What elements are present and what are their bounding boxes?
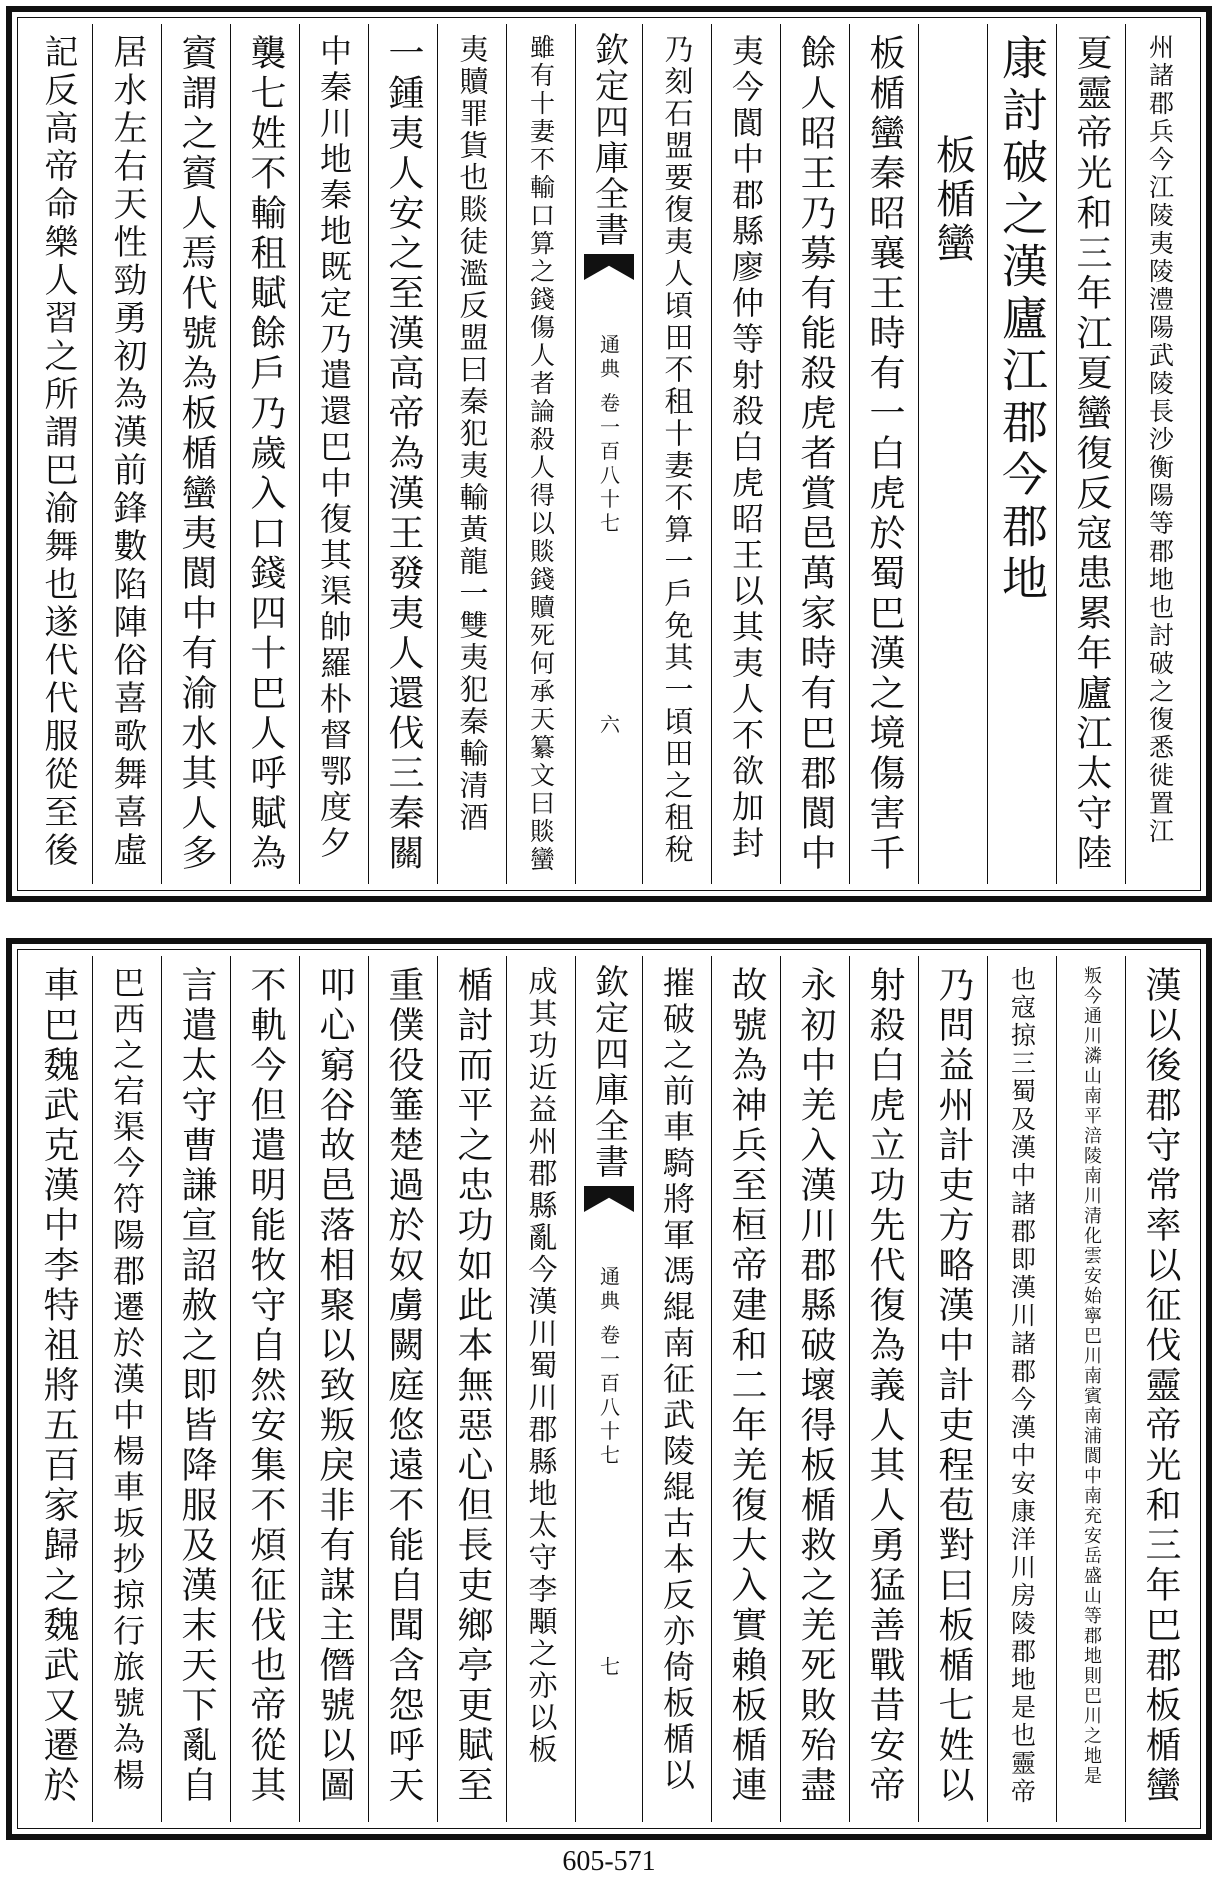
column-text: 板楯蠻秦昭襄王時有一白虎於蜀巴漢之境傷害千 — [864, 34, 905, 874]
leaf-number: 六 — [596, 714, 621, 734]
text-column — [507, 956, 576, 1822]
column-text: 成其功近益州郡縣亂今漢川蜀川郡縣地太守李顒之亦以板 — [524, 966, 559, 1766]
text-column — [162, 956, 231, 1822]
column-text: 摧破之前車騎將軍馮緄南征武陵緄古本反亦倚板楯以 — [658, 966, 696, 1794]
fishtail-ornament-top — [584, 1186, 634, 1212]
text-column — [643, 24, 712, 884]
text-column — [1057, 956, 1126, 1822]
bottom-page-panel — [6, 938, 1212, 1840]
column-text: 故號為神兵至桓帝建和二年羌復大入實賴板楯連 — [726, 966, 767, 1806]
column-text: 言遣太守曹謙宣詔赦之即皆降服及漢末天下亂自 — [176, 966, 217, 1806]
column-text: 叩心窮谷故邑落相聚以致叛戾非有謀主僭號以圖 — [314, 966, 355, 1806]
bottom-page-columns — [24, 956, 1194, 1822]
center-margin-column — [576, 24, 643, 884]
column-text: 乃問益州計吏方略漢中計吏程苞對曰板楯七姓以 — [933, 966, 974, 1806]
column-text: 餘人昭王乃募有能殺虎者賞邑萬家時有巴郡閬中 — [795, 34, 836, 874]
section-heading-column — [919, 24, 988, 884]
text-column — [1126, 956, 1194, 1822]
text-column — [850, 956, 919, 1822]
top-page-panel — [6, 6, 1212, 902]
text-column — [781, 956, 850, 1822]
fishtail-ornament-top — [584, 254, 634, 280]
column-text: 夷贖罪貨也賧徒濫反盟曰秦犯夷輸黃龍一雙夷犯秦輸清酒 — [455, 34, 490, 834]
column-text: 夏靈帝光和三年江夏蠻復反寇患累年廬江太守陸 — [1071, 34, 1112, 874]
column-text: 中秦川地秦地既定乃遣還巴中復其渠帥羅朴督鄂度夕 — [315, 34, 353, 862]
text-column — [988, 956, 1057, 1822]
text-column — [369, 24, 438, 884]
text-column — [300, 956, 369, 1822]
column-text: 夷今閬中郡縣廖仲等射殺白虎昭王以其夷人不欲加封 — [727, 34, 765, 862]
text-column — [438, 956, 507, 1822]
text-column — [712, 956, 781, 1822]
text-column — [162, 24, 231, 884]
text-column — [93, 24, 162, 884]
column-text: 巴西之宕渠今符陽郡遷於漢中楊車坂抄掠行旅號為楊 — [108, 966, 146, 1794]
text-column — [781, 24, 850, 884]
book-title: 欽定四庫全書 — [588, 32, 629, 248]
text-column — [231, 24, 300, 884]
column-text: 賨謂之賨人焉代號為板楯蠻夷閬中有渝水其人多 — [176, 34, 217, 874]
column-text: 記反高帝命樂人習之所謂巴渝舞也遂代代服從至後 — [38, 34, 78, 870]
text-column — [300, 24, 369, 884]
text-column — [850, 24, 919, 884]
column-text: 一鍾夷人安之至漢高帝為漢王發夷人還伐三秦關 — [383, 34, 424, 874]
column-text: 乃刻石盟要復夷人頃田不租十妻不算一戶免其一頃田之租稅 — [660, 34, 695, 866]
text-column — [24, 956, 93, 1822]
column-text: 楯討而平之忠功如此本無惡心但長吏鄉亭更賦至 — [452, 966, 493, 1806]
text-column — [93, 956, 162, 1822]
column-text: 重僕役箠楚過於奴虜闕庭悠遠不能自聞含怨呼天 — [383, 966, 424, 1806]
text-column — [988, 24, 1057, 884]
text-column — [507, 24, 576, 884]
text-column — [438, 24, 507, 884]
column-text: 永初中羌入漢川郡縣破壞得板楯救之羌死敗殆盡 — [795, 966, 836, 1806]
text-column — [1057, 24, 1126, 884]
volume-info: 通典 卷一百八十七 — [596, 334, 621, 537]
column-text: 居水左右天性勁勇初為漢前鋒數陷陣俗喜歌舞喜虛 — [107, 34, 147, 870]
text-column — [643, 956, 712, 1822]
top-page-columns — [24, 24, 1194, 884]
column-text: 襲七姓不輸租賦餘戶乃歲入口錢四十巴人呼賦為 — [245, 34, 286, 874]
text-column — [24, 24, 93, 884]
column-text: 康討破之漢廬江郡今郡地 — [995, 34, 1049, 606]
text-column — [919, 956, 988, 1822]
leaf-number: 七 — [596, 1656, 621, 1676]
column-text: 射殺白虎立功先代復為義人其人勇猛善戰昔安帝 — [864, 966, 905, 1806]
column-text: 車巴魏武克漢中李特祖將五百家歸之魏武又遷於 — [38, 966, 79, 1806]
page-id-footer: 605-571 — [562, 1846, 656, 1877]
column-text: 叛今通川潾山南平涪陵南川清化雲安始寧巴川南賓南浦閬中南充安岳盛山等郡地則巴川之地是 — [1081, 966, 1102, 1786]
section-heading: 板楯蠻 — [929, 134, 976, 266]
book-title: 欽定四庫全書 — [588, 964, 629, 1180]
column-text: 不軌今但遣明能牧守自然安集不煩征伐也帝從其 — [245, 966, 286, 1806]
column-text: 州諸郡兵今江陵夷陵澧陽武陵長沙衡陽等郡地也討破之復悉徙置江 — [1145, 34, 1175, 846]
text-column — [712, 24, 781, 884]
column-text: 漢以後郡守常率以征伐靈帝光和三年巴郡板楯蠻 — [1140, 966, 1181, 1806]
center-margin-column — [576, 956, 643, 1822]
text-column — [1126, 24, 1194, 884]
column-text: 也寇掠三蜀及漢中諸郡即漢川諸郡今漢中安康洋川房陵郡地是也靈帝 — [1007, 966, 1037, 1806]
volume-info: 通典 卷一百八十七 — [596, 1266, 621, 1469]
text-column — [231, 956, 300, 1822]
text-column — [369, 956, 438, 1822]
column-text: 雖有十妻不輸口算之錢傷人者論殺人得以賧錢贖死何承天纂文曰賧蠻 — [526, 34, 556, 874]
